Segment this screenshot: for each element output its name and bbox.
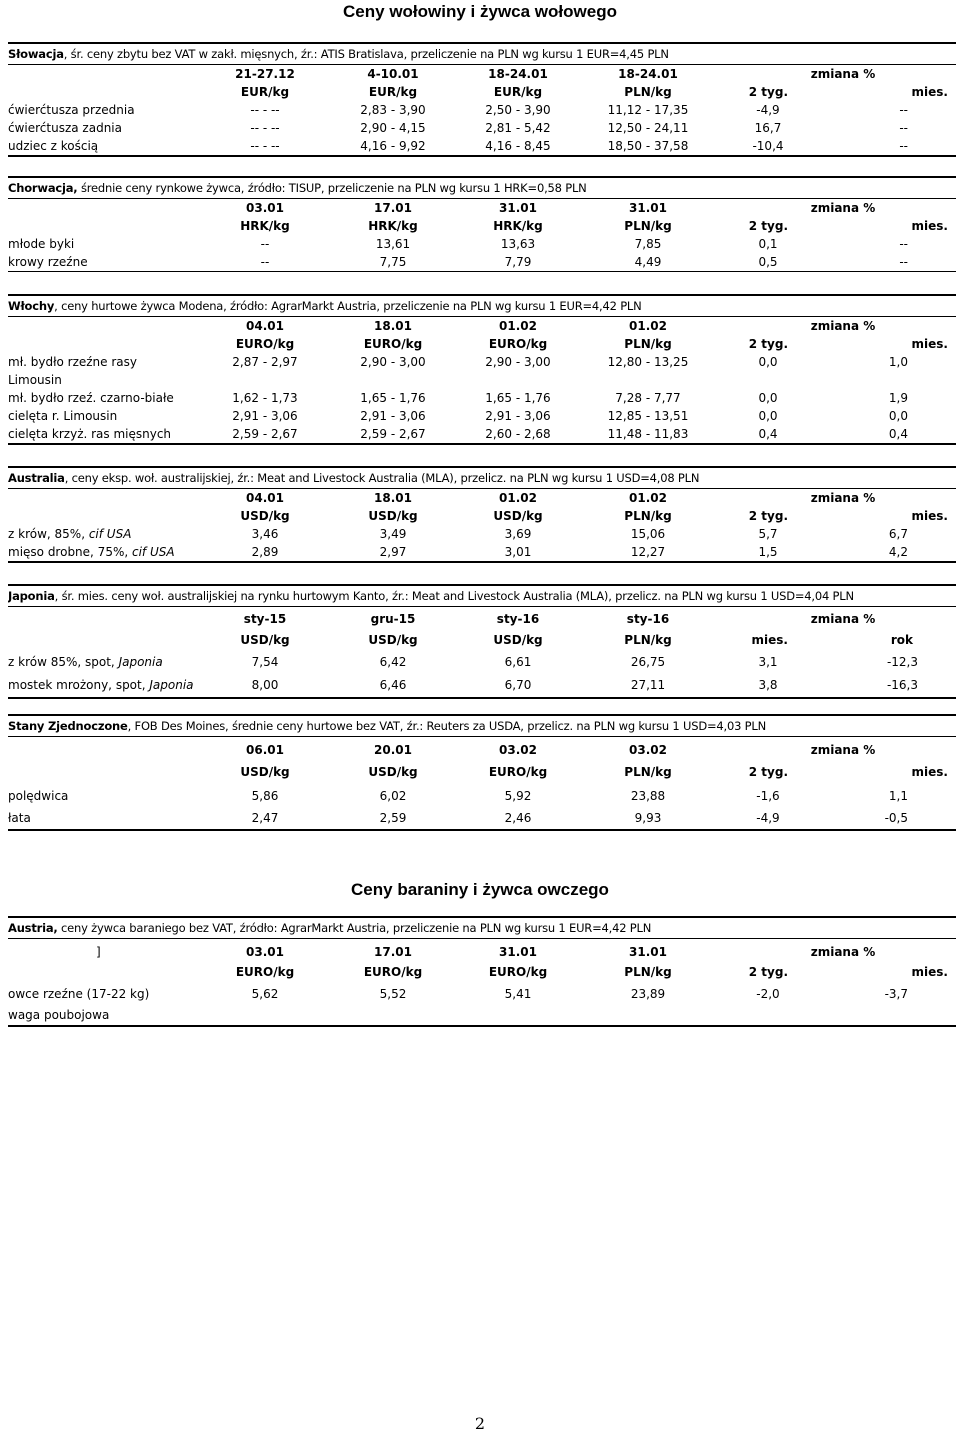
cell: 6,46 bbox=[379, 678, 407, 692]
cell: 26,75 bbox=[630, 655, 666, 669]
unit: PLN/kg bbox=[624, 337, 672, 351]
cell: 5,7 bbox=[758, 527, 778, 541]
cell: -- bbox=[260, 255, 270, 269]
col-change: zmiana % bbox=[810, 743, 876, 757]
col-date-1: 03.01 bbox=[246, 945, 284, 959]
section-austria bbox=[8, 916, 956, 1027]
unit: mies. bbox=[911, 337, 948, 351]
row-label: polędwica bbox=[8, 789, 69, 803]
col-date-4: 31.01 bbox=[629, 201, 667, 215]
cell: 7,79 bbox=[504, 255, 532, 269]
table-row bbox=[8, 119, 956, 137]
section-italy bbox=[8, 294, 956, 445]
cell: 5,62 bbox=[251, 987, 279, 1001]
table-row bbox=[8, 651, 956, 673]
section-japan bbox=[8, 584, 956, 699]
col-date-1: sty-15 bbox=[243, 612, 287, 626]
cell: 0,4 bbox=[758, 427, 778, 441]
cell: -4,9 bbox=[756, 811, 780, 825]
unit: EURO/kg bbox=[363, 965, 423, 979]
table-row bbox=[8, 543, 956, 561]
row-label: owce rzeźne (17-22 kg) bbox=[8, 987, 150, 1001]
unit: EUR/kg bbox=[368, 85, 418, 99]
col-date-2: 20.01 bbox=[374, 743, 412, 757]
cell: 5,92 bbox=[504, 789, 532, 803]
col-change: zmiana % bbox=[810, 945, 876, 959]
col-change: zmiana % bbox=[810, 612, 876, 626]
col-date-4: 18-24.01 bbox=[618, 67, 678, 81]
col-date-4: 01.02 bbox=[629, 319, 667, 333]
unit: USD/kg bbox=[240, 509, 290, 523]
table-row bbox=[8, 407, 956, 425]
country-name: Austria, bbox=[8, 921, 58, 935]
table-row bbox=[8, 235, 956, 253]
row-label-text: mostek mrożony, spot, bbox=[8, 678, 150, 692]
table-row bbox=[8, 783, 956, 805]
header-row-units bbox=[8, 217, 956, 235]
row-label: mł. bydło rzeźne rasy bbox=[8, 355, 137, 369]
unit: USD/kg bbox=[240, 633, 290, 647]
col-date-2: 17.01 bbox=[374, 945, 412, 959]
cell: 1,9 bbox=[888, 391, 908, 405]
section-usa bbox=[8, 714, 956, 831]
cell: 0,0 bbox=[758, 391, 778, 405]
row-label: ćwierćtusza przednia bbox=[8, 103, 135, 117]
unit: mies. bbox=[911, 219, 948, 233]
unit: EUR/kg bbox=[240, 85, 290, 99]
cell: 23,89 bbox=[630, 987, 666, 1001]
header-row-units bbox=[8, 961, 956, 983]
cell: 2,90 - 4,15 bbox=[360, 121, 426, 135]
header-row-units bbox=[8, 507, 956, 525]
cell: -2,0 bbox=[756, 987, 780, 1001]
header-row-dates bbox=[8, 607, 956, 629]
col-change: zmiana % bbox=[810, 67, 876, 81]
cell: 3,69 bbox=[504, 527, 532, 541]
col-date-2: gru-15 bbox=[370, 612, 416, 626]
unit: rok bbox=[890, 633, 913, 647]
cell: 2,91 - 3,06 bbox=[485, 409, 551, 423]
table-row bbox=[8, 137, 956, 155]
header-row-dates bbox=[8, 65, 956, 83]
cell: 0,4 bbox=[888, 427, 908, 441]
unit: EURO/kg bbox=[235, 965, 295, 979]
unit: 2 tyg. bbox=[748, 337, 788, 351]
unit: 2 tyg. bbox=[748, 765, 788, 779]
cell: 4,16 - 9,92 bbox=[360, 139, 426, 153]
cell: 16,7 bbox=[754, 121, 782, 135]
table-row bbox=[8, 253, 956, 271]
section-header bbox=[8, 584, 956, 607]
unit: EURO/kg bbox=[235, 337, 295, 351]
col-date-3: 01.02 bbox=[499, 491, 537, 505]
page-title-lamb: Ceny baraniny i żywca owczego bbox=[351, 880, 609, 899]
unit: USD/kg bbox=[493, 633, 543, 647]
row-label-text: mięso drobne, 75%, bbox=[8, 545, 132, 559]
cell: -- bbox=[899, 121, 908, 135]
header-row-units bbox=[8, 83, 956, 101]
unit: USD/kg bbox=[368, 765, 418, 779]
cell: 5,41 bbox=[504, 987, 532, 1001]
col-date-3: 31.01 bbox=[499, 945, 537, 959]
cell: 7,85 bbox=[634, 237, 662, 251]
col-date-1: 04.01 bbox=[246, 319, 284, 333]
country-name: Chorwacja, bbox=[8, 181, 78, 195]
cell: 4,16 - 8,45 bbox=[485, 139, 551, 153]
page-title-beef: Ceny wołowiny i żywca wołowego bbox=[343, 2, 617, 21]
cell: 9,93 bbox=[634, 811, 662, 825]
unit: 2 tyg. bbox=[748, 219, 788, 233]
cell: -0,5 bbox=[884, 811, 908, 825]
row-label: mł. bydło rzeź. czarno-białe bbox=[8, 391, 174, 405]
header-row-dates bbox=[8, 939, 956, 961]
country-name: Stany Zjednoczone bbox=[8, 719, 128, 733]
cell: 1,65 - 1,76 bbox=[360, 391, 426, 405]
cell: -- bbox=[899, 139, 908, 153]
unit: PLN/kg bbox=[624, 765, 672, 779]
cell: 2,50 - 3,90 bbox=[485, 103, 551, 117]
cell: 8,00 bbox=[251, 678, 279, 692]
cell: 2,60 - 2,68 bbox=[485, 427, 551, 441]
table-row bbox=[8, 389, 956, 407]
section-description: , ceny eksp. woł. australijskiej, źr.: Meat and Livestock Australia (MLA), przelicz. na PLN wg kursu 1 USD=4,08 PLN bbox=[64, 471, 700, 485]
header-row-dates bbox=[8, 317, 956, 335]
col-date-3: 18-24.01 bbox=[488, 67, 548, 81]
unit: PLN/kg bbox=[624, 509, 672, 523]
cell: 6,61 bbox=[504, 655, 532, 669]
cell: 2,59 bbox=[379, 811, 407, 825]
col-date-2: 18.01 bbox=[374, 491, 412, 505]
cell: 0,5 bbox=[758, 255, 778, 269]
cell: 6,70 bbox=[504, 678, 532, 692]
cell: -10,4 bbox=[752, 139, 784, 153]
table-row bbox=[8, 425, 956, 443]
cell: 2,59 - 2,67 bbox=[232, 427, 298, 441]
cell: -- - -- bbox=[250, 139, 280, 153]
col-date-2: 17.01 bbox=[374, 201, 412, 215]
cell: 4,2 bbox=[888, 545, 908, 559]
cell: -16,3 bbox=[886, 678, 918, 692]
row-label-italic: Japonia bbox=[118, 655, 163, 669]
cell: 4,49 bbox=[634, 255, 662, 269]
unit: USD/kg bbox=[493, 509, 543, 523]
cell: 13,63 bbox=[500, 237, 536, 251]
country-name: Japonia bbox=[8, 589, 55, 603]
unit: EURO/kg bbox=[488, 337, 548, 351]
row-label: waga poubojowa bbox=[8, 1008, 110, 1022]
header-row-dates bbox=[8, 199, 956, 217]
cell: 0,0 bbox=[758, 355, 778, 369]
cell: 12,27 bbox=[630, 545, 666, 559]
row-label-text: z krów 85%, spot, bbox=[8, 655, 119, 669]
col-date-1: 04.01 bbox=[246, 491, 284, 505]
unit: EURO/kg bbox=[488, 765, 548, 779]
cell: 0,0 bbox=[888, 409, 908, 423]
row-label: cielęta krzyż. ras mięsnych bbox=[8, 427, 172, 441]
unit: PLN/kg bbox=[624, 219, 672, 233]
cell: 6,7 bbox=[888, 527, 908, 541]
cell: -1,6 bbox=[756, 789, 780, 803]
cell: 27,11 bbox=[630, 678, 666, 692]
unit: HRK/kg bbox=[493, 219, 543, 233]
row-label: udziec z kością bbox=[8, 139, 99, 153]
unit: 2 tyg. bbox=[748, 965, 788, 979]
cell: 23,88 bbox=[630, 789, 666, 803]
cell: 3,01 bbox=[504, 545, 532, 559]
col-date-4: sty-16 bbox=[626, 612, 670, 626]
section-slovakia bbox=[8, 42, 956, 157]
section-header bbox=[8, 42, 956, 65]
col-change: zmiana % bbox=[810, 491, 876, 505]
cell: -- bbox=[899, 237, 908, 251]
cell: 1,0 bbox=[888, 355, 908, 369]
cell: -- - -- bbox=[250, 121, 280, 135]
cell: 7,28 - 7,77 bbox=[615, 391, 681, 405]
header-row-units bbox=[8, 335, 956, 353]
row-label: Limousin bbox=[8, 373, 62, 387]
cell: 2,91 - 3,06 bbox=[360, 409, 426, 423]
table-row bbox=[8, 353, 956, 371]
unit: 2 tyg. bbox=[748, 509, 788, 523]
col-change: zmiana % bbox=[810, 201, 876, 215]
cell: 12,80 - 13,25 bbox=[607, 355, 689, 369]
cell: -- - -- bbox=[250, 103, 280, 117]
section-description: , śr. mies. ceny woł. australijskiej na rynku hurtowym Kanto, źr.: Meat and Livestock Australia (MLA), przelicz. na PLN wg kursu 1 USD=4,04 PLN bbox=[54, 589, 854, 603]
table-row bbox=[8, 525, 956, 543]
table-row-continued bbox=[8, 371, 956, 389]
section-description: , ceny hurtowe żywca Modena, źródło: AgrarMarkt Austria, przeliczenie na PLN wg kursu 1 EUR=4,42 PLN bbox=[54, 299, 642, 313]
header-row-units bbox=[8, 761, 956, 783]
row-label: krowy rzeźne bbox=[8, 255, 88, 269]
section-description: , śr. ceny zbytu bez VAT w zakł. mięsnych, źr.: ATIS Bratislava, przeliczenie na PLN wg kursu 1 EUR=4,45 PLN bbox=[63, 47, 669, 61]
col-date-4: 31.01 bbox=[629, 945, 667, 959]
cell: 13,61 bbox=[375, 237, 411, 251]
bracket-mark: ] bbox=[96, 945, 101, 959]
page-number: 2 bbox=[474, 1414, 486, 1433]
country-name: Słowacja bbox=[8, 47, 64, 61]
unit: mies. bbox=[911, 509, 948, 523]
row-label-text: z krów, 85%, bbox=[8, 527, 89, 541]
header-row-dates bbox=[8, 737, 956, 761]
unit: EURO/kg bbox=[363, 337, 423, 351]
unit: PLN/kg bbox=[624, 85, 672, 99]
cell: 2,97 bbox=[379, 545, 407, 559]
country-name: Australia bbox=[8, 471, 65, 485]
table-row bbox=[8, 805, 956, 829]
cell: 15,06 bbox=[630, 527, 666, 541]
unit: HRK/kg bbox=[240, 219, 290, 233]
cell: 2,89 bbox=[251, 545, 279, 559]
cell: 11,48 - 11,83 bbox=[607, 427, 689, 441]
col-date-2: 4-10.01 bbox=[367, 67, 419, 81]
col-date-3: 03.02 bbox=[499, 743, 537, 757]
col-date-1: 03.01 bbox=[246, 201, 284, 215]
cell: 3,1 bbox=[758, 655, 778, 669]
row-label bbox=[8, 543, 175, 561]
header-row-dates bbox=[8, 489, 956, 507]
col-date-1: 06.01 bbox=[246, 743, 284, 757]
unit: EUR/kg bbox=[493, 85, 543, 99]
cell: 2,87 - 2,97 bbox=[232, 355, 298, 369]
cell: 2,83 - 3,90 bbox=[360, 103, 426, 117]
col-date-2: 18.01 bbox=[374, 319, 412, 333]
cell: 1,65 - 1,76 bbox=[485, 391, 551, 405]
cell: 18,50 - 37,58 bbox=[607, 139, 689, 153]
cell: 1,62 - 1,73 bbox=[232, 391, 298, 405]
section-header bbox=[8, 466, 956, 489]
row-label: młode byki bbox=[8, 237, 75, 251]
cell: -- bbox=[260, 237, 270, 251]
unit: HRK/kg bbox=[368, 219, 418, 233]
row-label-italic: cif USA bbox=[88, 527, 132, 541]
section-croatia bbox=[8, 176, 956, 292]
unit: USD/kg bbox=[368, 509, 418, 523]
cell: -- bbox=[899, 255, 908, 269]
unit: EURO/kg bbox=[488, 965, 548, 979]
section-description: , FOB Des Moines, średnie ceny hurtowe bez VAT, źr.: Reuters za USDA, przelicz. na PLN wg kursu 1 USD=4,03 PLN bbox=[127, 719, 767, 733]
cell: 3,8 bbox=[758, 678, 778, 692]
section-australia bbox=[8, 466, 956, 563]
cell: 5,86 bbox=[251, 789, 279, 803]
cell: 2,90 - 3,00 bbox=[485, 355, 551, 369]
section-header bbox=[8, 916, 956, 939]
row-label-italic: Japonia bbox=[149, 678, 194, 692]
col-date-4: 01.02 bbox=[629, 491, 667, 505]
row-label: łata bbox=[8, 811, 31, 825]
unit: USD/kg bbox=[240, 765, 290, 779]
cell: 12,85 - 13,51 bbox=[607, 409, 689, 423]
cell: -3,7 bbox=[884, 987, 908, 1001]
section-description: średnie ceny rynkowe żywca, źródło: TISUP, przeliczenie na PLN wg kursu 1 HRK=0,58 PLN bbox=[77, 181, 587, 195]
unit: PLN/kg bbox=[624, 633, 672, 647]
cell: 11,12 - 17,35 bbox=[607, 103, 689, 117]
divider bbox=[8, 271, 956, 292]
row-label bbox=[8, 651, 163, 673]
cell: -- bbox=[899, 103, 908, 117]
country-name: Włochy bbox=[8, 299, 55, 313]
section-header bbox=[8, 294, 956, 317]
col-change: zmiana % bbox=[810, 319, 876, 333]
unit: mies. bbox=[751, 633, 788, 647]
cell: -4,9 bbox=[756, 103, 780, 117]
cell: 3,46 bbox=[251, 527, 279, 541]
col-date-3: 31.01 bbox=[499, 201, 537, 215]
cell: 0,0 bbox=[758, 409, 778, 423]
row-label bbox=[8, 525, 131, 543]
cell: 6,42 bbox=[379, 655, 407, 669]
col-date-3: 01.02 bbox=[499, 319, 537, 333]
cell: 2,81 - 5,42 bbox=[485, 121, 551, 135]
cell: 2,59 - 2,67 bbox=[360, 427, 426, 441]
row-label: cielęta r. Limousin bbox=[8, 409, 118, 423]
col-date-4: 03.02 bbox=[629, 743, 667, 757]
unit: USD/kg bbox=[368, 633, 418, 647]
section-header bbox=[8, 176, 956, 199]
row-label-italic: cif USA bbox=[131, 545, 175, 559]
cell: 7,75 bbox=[379, 255, 407, 269]
section-header bbox=[8, 714, 956, 737]
table-row bbox=[8, 983, 956, 1003]
cell: 6,02 bbox=[379, 789, 407, 803]
cell: 1,1 bbox=[888, 789, 908, 803]
cell: -12,3 bbox=[886, 655, 918, 669]
cell: 12,50 - 24,11 bbox=[607, 121, 689, 135]
table-row bbox=[8, 673, 956, 697]
cell: 2,46 bbox=[504, 811, 532, 825]
cell: 2,90 - 3,00 bbox=[360, 355, 426, 369]
row-label bbox=[8, 673, 194, 697]
header-row-units bbox=[8, 629, 956, 651]
col-date-1: 21-27.12 bbox=[235, 67, 295, 81]
col-date-3: sty-16 bbox=[496, 612, 540, 626]
table-row-continued bbox=[8, 1003, 956, 1025]
cell: 2,91 - 3,06 bbox=[232, 409, 298, 423]
unit: mies. bbox=[911, 765, 948, 779]
cell: 5,52 bbox=[379, 987, 407, 1001]
unit: 2 tyg. bbox=[748, 85, 788, 99]
table-row bbox=[8, 101, 956, 119]
cell: 2,47 bbox=[251, 811, 279, 825]
cell: 1,5 bbox=[758, 545, 778, 559]
cell: 7,54 bbox=[251, 655, 279, 669]
section-description: ceny żywca baraniego bez VAT, źródło: AgrarMarkt Austria, przeliczenie na PLN wg kursu 1 EUR=4,42 PLN bbox=[57, 921, 652, 935]
cell: 0,1 bbox=[758, 237, 778, 251]
row-label: ćwierćtusza zadnia bbox=[8, 121, 122, 135]
unit: mies. bbox=[911, 85, 948, 99]
unit: mies. bbox=[911, 965, 948, 979]
unit: PLN/kg bbox=[624, 965, 672, 979]
cell: 3,49 bbox=[379, 527, 407, 541]
